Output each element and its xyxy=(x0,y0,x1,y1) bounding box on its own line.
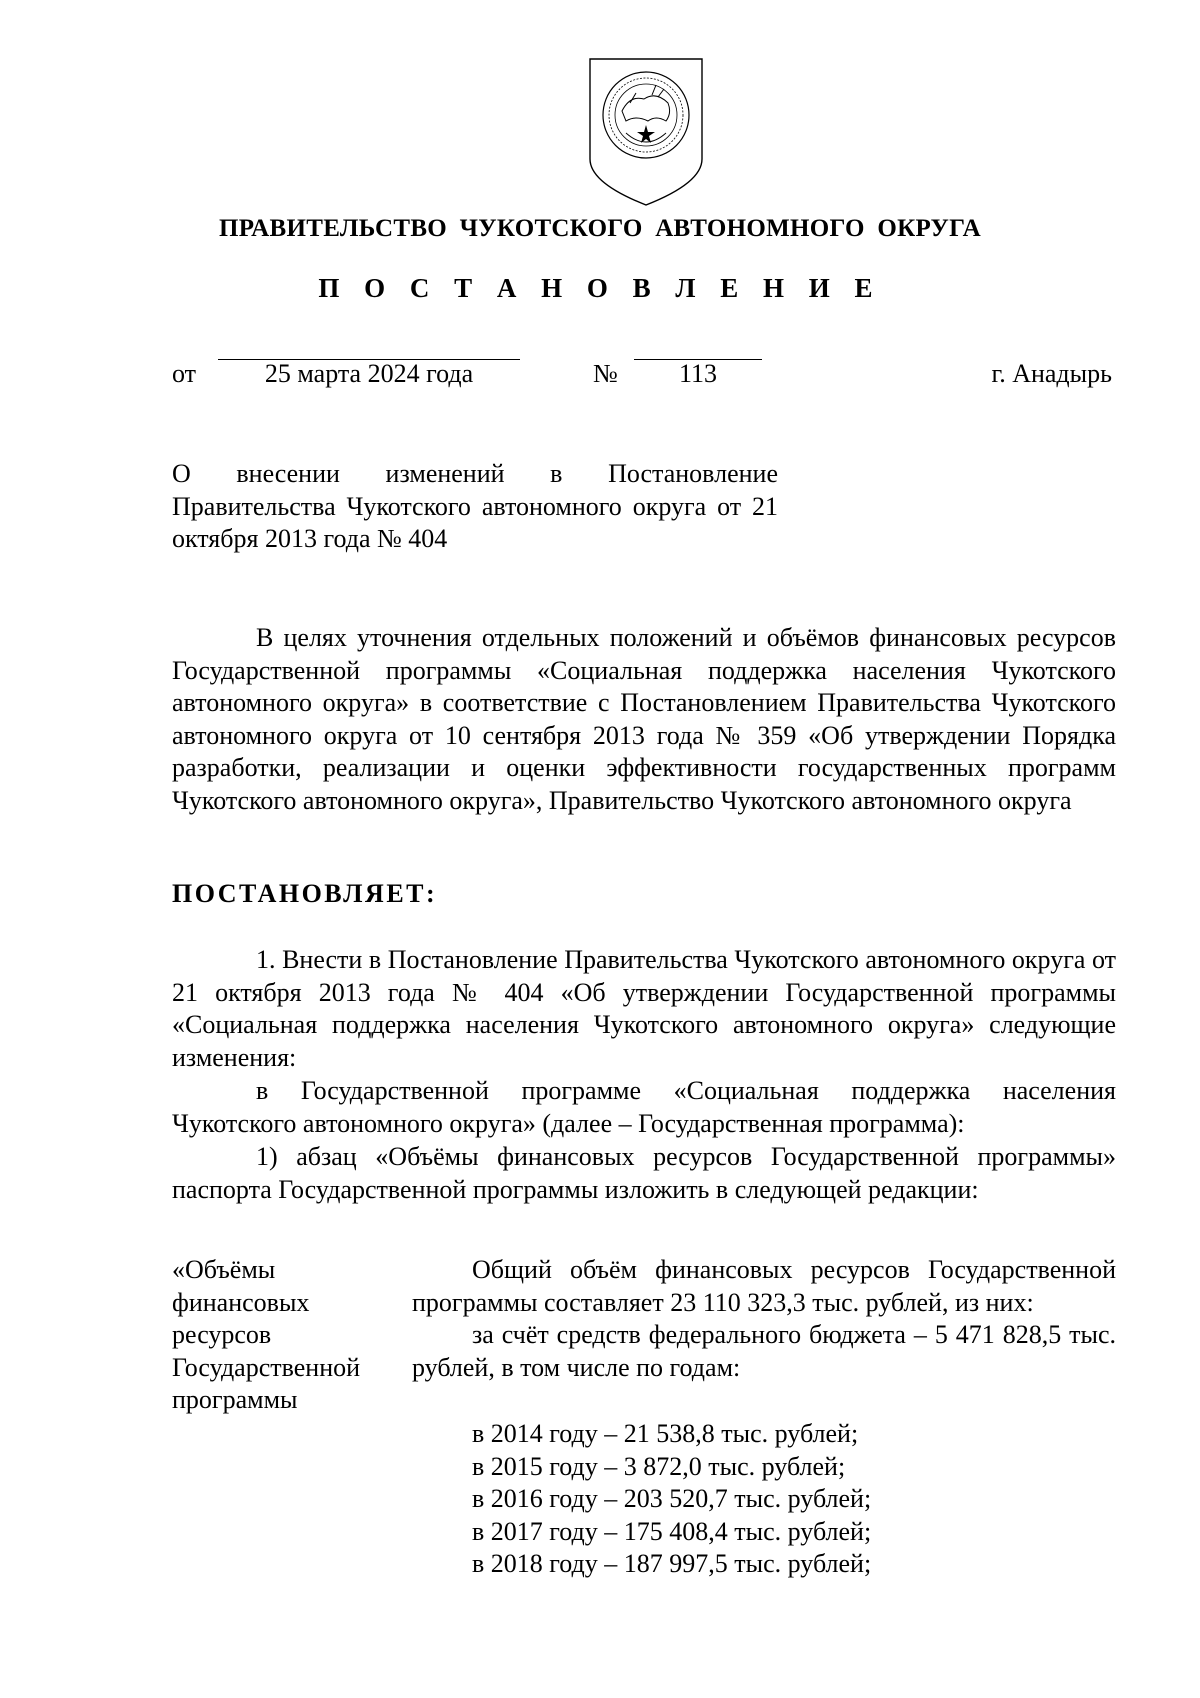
yearly-funding-list xyxy=(472,1418,871,1581)
table-left-line: «Объёмы xyxy=(172,1255,276,1284)
year-item: в 2017 году – 175 408,4 тыс. рублей; xyxy=(472,1516,872,1546)
year-item: в 2015 году – 3 872,0 тыс. рублей; xyxy=(472,1451,846,1481)
table-left-line: ресурсов xyxy=(172,1320,272,1350)
document-type-title: П О С Т А Н О В Л Е Н И Е xyxy=(318,273,882,303)
table-left-line: Государственной xyxy=(172,1352,361,1382)
city-name: г. Анадырь xyxy=(991,359,1112,388)
table-right-column xyxy=(412,1254,1116,1384)
decree-date: 25 марта 2024 года xyxy=(264,359,474,388)
table-left-line: финансовых xyxy=(172,1287,310,1317)
table-left-column xyxy=(172,1254,392,1417)
item-3-paragraph: 1) абзац «Объёмы финансовых ресурсов Государственной программы» паспорта Государственной программы изложить в следующей редакции: xyxy=(172,1142,1116,1204)
year-item: в 2016 году – 203 520,7 тыс. рублей; xyxy=(472,1484,872,1514)
federal-funding-text: за счёт средств федерального бюджета – 5 471 828,5 тыс. рублей, в том числе по годам: xyxy=(412,1320,1116,1382)
decree-subject: О внесении изменений в Постановление Правительства Чукотского автономного округа от 21 октября 2013 года № 404 xyxy=(172,459,778,554)
coat-of-arms-emblem xyxy=(586,55,706,207)
number-label: № xyxy=(593,359,618,388)
from-label: от xyxy=(172,359,197,388)
table-left-line: программы xyxy=(172,1385,298,1415)
resolves-heading: ПОСТАНОВЛЯЕТ: xyxy=(172,879,438,908)
item-1-paragraph: 1. Внести в Постановление Правительства Чукотского автономного округа от 21 октября 2013 года № 404 «Об утверждении Государственной программы «Социальная поддержка населения Чукотского автономного округа» следующие изменения: xyxy=(172,945,1116,1072)
total-funding-text: Общий объём финансовых ресурсов Государственной программы составляет 23 110 323,3 тыс. рублей, из них: xyxy=(412,1255,1116,1317)
year-item: в 2014 году – 21 538,8 тыс. рублей; xyxy=(472,1419,859,1448)
decree-number: 113 xyxy=(678,359,718,388)
year-item: в 2018 году – 187 997,5 тыс. рублей; xyxy=(472,1549,872,1579)
item-2-paragraph: в Государственной программе «Социальная поддержка населения Чукотского автономного округа» (далее – Государственная программа): xyxy=(172,1076,1116,1138)
date-number-line xyxy=(172,359,1112,393)
government-title: ПРАВИТЕЛЬСТВО ЧУКОТСКОГО АВТОНОМНОГО ОКРУГА xyxy=(219,215,981,242)
preamble-paragraph: В целях уточнения отдельных положений и объёмов финансовых ресурсов Государственной программы «Социальная поддержка населения Чукотского автономного округа» в соответствие с Постановлением Правительства Чукотского автономного округа от 10 сентября 2013 года № 359 «Об утверждении Порядка разработки, реализации и оценки эффективности государственных программ Чукотского автономного округа», Правительство Чукотского автономного округа xyxy=(172,623,1116,815)
